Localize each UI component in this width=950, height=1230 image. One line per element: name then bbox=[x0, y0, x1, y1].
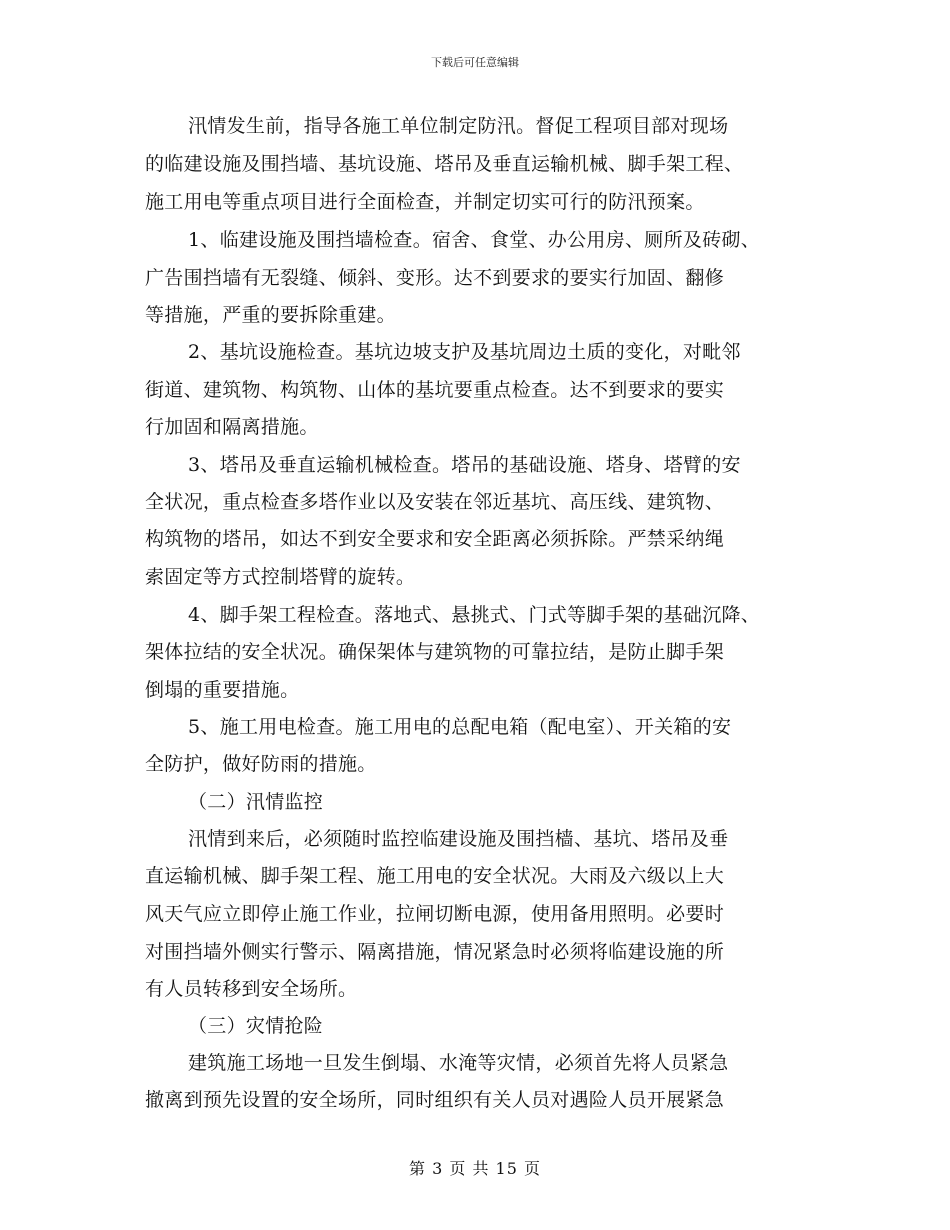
paragraph-line: 撤离到预先设置的安全场所，同时组织有关人员对遇险人员开展紧急 bbox=[145, 1089, 725, 1111]
paragraph-line: 施工用电等重点项目进行全面检查，并制定切实可行的防汛预案。 bbox=[145, 191, 705, 213]
paragraph-line: 对围挡墙外侧实行警示、隔离措施，情况紧急时必须将临建设施的所 bbox=[145, 941, 725, 963]
paragraph-line: 街道、建筑物、构筑物、山体的基坑要重点检查。达不到要求的要实 bbox=[145, 379, 725, 401]
paragraph-line: 2、基坑设施检查。基坑边坡支护及基坑周边土质的变化，对毗邻 bbox=[188, 341, 741, 363]
section-heading: （二）汛情监控 bbox=[188, 791, 324, 813]
paragraph-line: 全防护，做好防雨的措施。 bbox=[145, 753, 377, 775]
section-heading: （三）灾情抢险 bbox=[188, 1015, 324, 1037]
paragraph-line: 建筑施工场地一旦发生倒塌、水淹等灾情，必须首先将人员紧急 bbox=[188, 1052, 729, 1074]
paragraph-line: 架体拉结的安全状况。确保架体与建筑物的可靠拉结，是防止脚手架 bbox=[145, 641, 725, 663]
paragraph-line: 4、脚手架工程检查。落地式、悬挑式、门式等脚手架的基础沉降、 bbox=[188, 604, 761, 626]
paragraph-line: 等措施，严重的要拆除重建。 bbox=[145, 304, 396, 326]
paragraph-line: 汛情发生前，指导各施工单位制定防汛。督促工程项目部对现场 bbox=[188, 115, 729, 137]
paragraph-line: 汛情到来后，必须随时监控临建设施及围挡樯、基坑、塔吊及垂 bbox=[188, 828, 729, 850]
paragraph-line: 直运输机械、脚手架工程、施工用电的安全状况。大雨及六级以上大 bbox=[145, 865, 725, 887]
paragraph-line: 构筑物的塔吊，如达不到安全要求和安全距离必须拆除。严禁采纳绳 bbox=[145, 528, 725, 550]
paragraph-line: 风天气应立即停止施工作业，拉闸切断电源，使用备用照明。必要时 bbox=[145, 903, 725, 925]
paragraph-line: 1、临建设施及围挡墙检查。宿舍、食堂、办公用房、厕所及砖砌、 bbox=[188, 229, 761, 251]
page-number: 第 3 页 共 15 页 bbox=[409, 1159, 541, 1178]
paragraph-line: 索固定等方式控制塔臂的旋转。 bbox=[145, 566, 416, 588]
paragraph-line: 全状况，重点检查多塔作业以及安装在邻近基坑、高压线、建筑物、 bbox=[145, 491, 725, 513]
paragraph-line: 5、施工用电检查。施工用电的总配电箱（配电室）、开关箱的安 bbox=[188, 716, 732, 738]
paragraph-line: 行加固和隔离措施。 bbox=[145, 416, 319, 438]
header-note: 下载后可任意编辑 bbox=[431, 56, 519, 69]
paragraph-line: 倒塌的重要措施。 bbox=[145, 679, 300, 701]
paragraph-line: 有人员转移到安全场所。 bbox=[145, 978, 358, 1000]
paragraph-line: 广告围挡墙有无裂缝、倾斜、变形。达不到要求的要实行加固、翻修 bbox=[145, 267, 725, 289]
paragraph-line: 的临建设施及围挡墙、基坑设施、塔吊及垂直运输机械、脚手架工程、 bbox=[145, 153, 744, 175]
paragraph-line: 3、塔吊及垂直运输机械检查。塔吊的基础设施、塔身、塔臂的安 bbox=[188, 454, 741, 476]
